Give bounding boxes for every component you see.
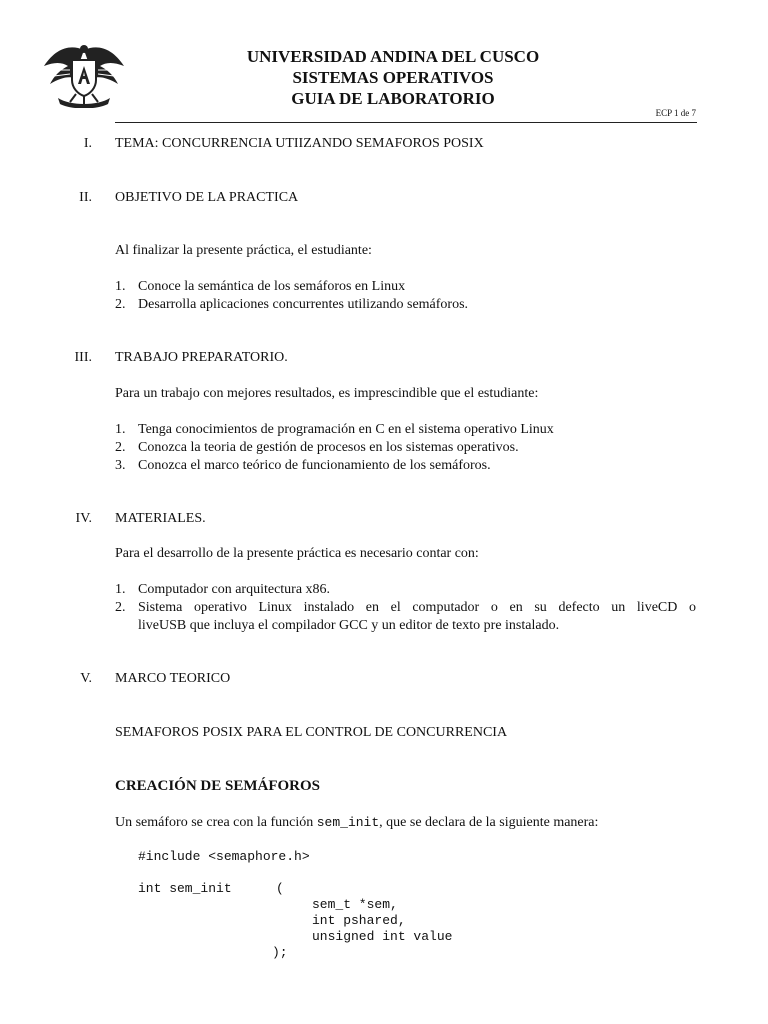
paragraph: [115, 814, 598, 832]
paragraph: Para el desarrollo de la presente práctica es necesario contar con:: [115, 546, 479, 561]
section-title: MARCO TEORICO: [115, 671, 231, 686]
list-item: Sistema operativo Linux instalado en el computador o en su defecto un liveCD o: [138, 600, 696, 615]
paragraph: Al finalizar la presente práctica, el estudiante:: [115, 243, 372, 258]
section-number: III.: [74, 350, 92, 365]
list-item: Conoce la semántica de los semáforos en Linux: [138, 279, 406, 294]
list-item: Conozca la teoria de gestión de procesos en los sistemas operativos.: [138, 440, 519, 455]
list-number: 2.: [115, 440, 126, 455]
header-divider: [115, 122, 697, 123]
subsection-title: SEMAFOROS POSIX PARA EL CONTROL DE CONCURRENCIA: [115, 725, 508, 740]
code-argument: int pshared,: [312, 913, 406, 928]
section-number: IV.: [75, 511, 92, 526]
code-argument: sem_t *sem,: [312, 897, 398, 912]
code-close-paren: );: [272, 945, 288, 960]
page-number: ECP 1 de 7: [655, 108, 696, 118]
section-title: TEMA: CONCURRENCIA UTIIZANDO SEMAFOROS POSIX: [115, 136, 484, 151]
paragraph: Para un trabajo con mejores resultados, es imprescindible que el estudiante:: [115, 386, 539, 401]
section-number: II.: [79, 190, 92, 205]
course-name: SISTEMAS OPERATIVOS: [292, 68, 494, 87]
code-argument: unsigned int value: [312, 929, 453, 944]
paragraph-text: , que se declara de la siguiente manera:: [379, 815, 599, 830]
list-item: Computador con arquitectura x86.: [138, 582, 331, 597]
subsection-heading: CREACIÓN DE SEMÁFOROS: [115, 778, 321, 794]
list-item: Conozca el marco teórico de funcionamiento de los semáforos.: [138, 458, 491, 473]
list-item: Desarrolla aplicaciones concurrentes utilizando semáforos.: [138, 297, 469, 312]
section-number: I.: [83, 136, 92, 151]
university-name: UNIVERSIDAD ANDINA DEL CUSCO: [246, 47, 540, 66]
list-number: 1.: [115, 582, 126, 597]
document-type: GUIA DE LABORATORIO: [291, 89, 495, 108]
code-open-paren: (: [276, 881, 284, 896]
inline-code: sem_init: [316, 815, 380, 830]
code-function-name: int sem_init: [138, 881, 232, 896]
list-number: 2.: [115, 600, 126, 615]
section-title: OBJETIVO DE LA PRACTICA: [115, 190, 299, 205]
section-number: V.: [80, 671, 92, 686]
list-number: 2.: [115, 297, 126, 312]
section-title: TRABAJO PREPARATORIO.: [115, 350, 288, 365]
list-number: 3.: [115, 458, 126, 473]
paragraph-text: Un semáforo se crea con la función: [115, 815, 317, 830]
list-item: Tenga conocimientos de programación en C en el sistema operativo Linux: [138, 422, 554, 437]
university-seal-logo: [40, 40, 128, 108]
code-include: #include <semaphore.h>: [138, 849, 310, 864]
list-item-continuation: liveUSB que incluya el compilador GCC y un editor de texto pre instalado.: [138, 618, 560, 633]
section-title: MATERIALES.: [115, 511, 206, 526]
list-number: 1.: [115, 422, 126, 437]
list-number: 1.: [115, 279, 126, 294]
